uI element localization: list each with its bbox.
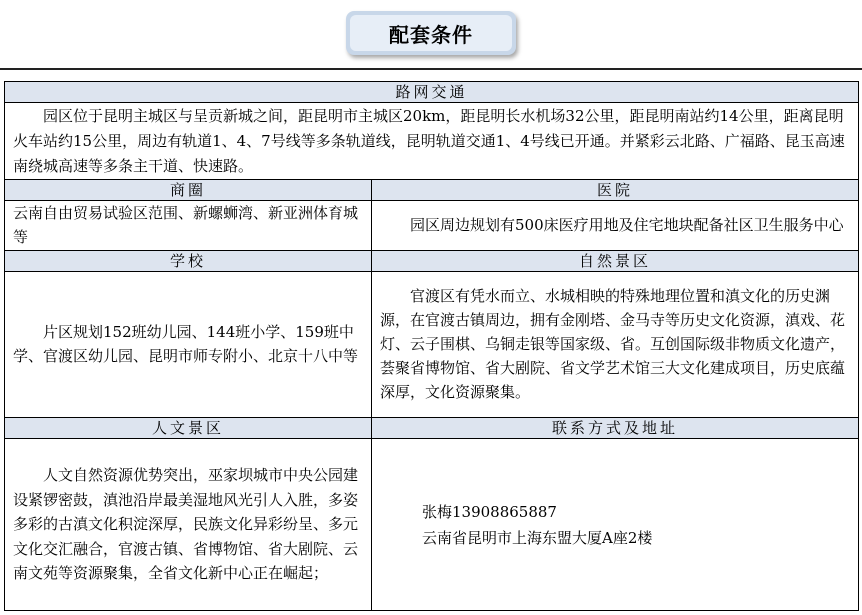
contact-heading: 联系方式及地址 [372, 418, 859, 439]
nature-heading: 自然景区 [372, 250, 859, 271]
hospital-heading: 医院 [372, 179, 859, 200]
page-title: 配套条件 [350, 15, 512, 51]
contact-address: 云南省昆明市上海东盟大厦A座2楼 [422, 528, 653, 547]
culture-text: 人文自然资源优势突出，巫家坝城市中央公园建设紧锣密鼓，滇池沿岸最美湿地风光引人入胜，多姿多彩的古滇文化积淀深厚，民族文化异彩纷呈、多元文化交汇融合，官渡古镇、省博物馆、省大剧院、云南文苑等资源聚集，全省文化新中心正在崛起； [5, 439, 372, 611]
divider-line [0, 68, 862, 70]
school-text: 片区规划152班幼儿园、144班小学、159班中学、官渡区幼儿园、昆明市师专附小、北京十八中等 [5, 271, 372, 417]
school-heading: 学校 [5, 250, 372, 271]
nature-text: 官渡区有凭水而立、水城相映的特殊地理位置和滇文化的历史渊源，在官渡古镇周边，拥有金刚塔、金马寺等历史文化资源，滇戏、花灯、云子围棋、乌铜走银等国家级、省。互创国际级非物质文化遗产，荟聚省博物馆、省大剧院、省文学艺术馆三大文化建成项目，历史底蕴深厚，文化资源聚集。 [372, 271, 859, 417]
hospital-text: 园区周边规划有500床医疗用地及住宅地块配备社区卫生服务中心 [372, 201, 859, 250]
commerce-heading: 商圈 [5, 179, 372, 200]
contact-cell [372, 439, 859, 611]
traffic-heading: 路网交通 [5, 82, 859, 103]
commerce-text: 云南自由贸易试验区范围、新螺蛳湾、新亚洲体育城等 [5, 201, 372, 250]
traffic-text: 园区位于昆明主城区与呈贡新城之间，距昆明市主城区20km，距昆明长水机场32公里，距昆明南站约14公里，距离昆明火车站约15公里，周边有轨道1、4、7号线等多条轨道线，昆明轨道交通1、4号线已开通。并紧彩云北路、广福路、昆玉高速南绕城高速等多条主干道、快速路。 [5, 103, 859, 180]
title-box [346, 11, 516, 55]
culture-heading: 人文景区 [5, 418, 372, 439]
facilities-table [4, 81, 859, 611]
contact-name-phone: 张梅13908865887 [422, 502, 557, 521]
